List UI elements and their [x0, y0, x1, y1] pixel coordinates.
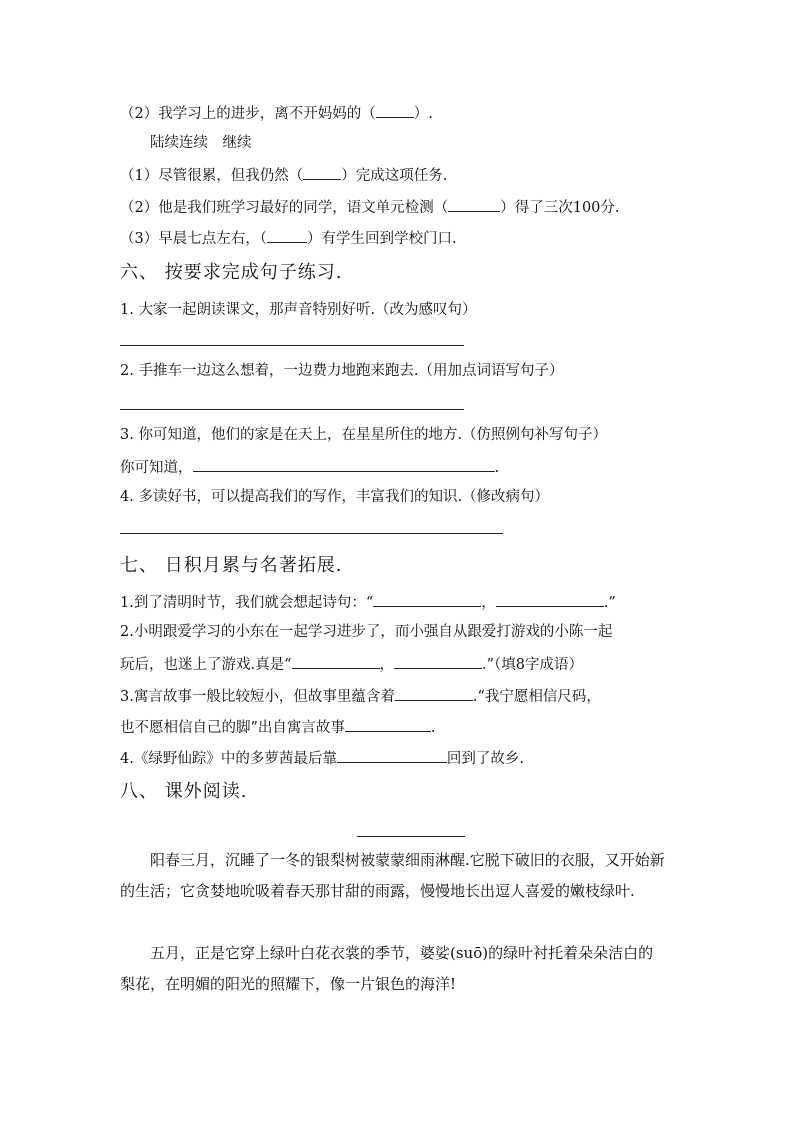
answer-line[interactable] — [120, 533, 503, 534]
answer-blank[interactable] — [267, 227, 307, 243]
answer-blank[interactable] — [345, 716, 431, 732]
reading-paragraph-2: 五月，正是它穿上绿叶白花衣裳的季节，婆娑(suō)的绿叶衬托着朵朵洁白的梨花，在明媚的阳光的照耀下，像一片银色的海洋! — [120, 944, 654, 993]
answer-blank[interactable] — [496, 591, 604, 607]
answer-blank[interactable] — [337, 747, 447, 763]
section-heading-7: 七、 日积月累与名著拓展. — [120, 555, 343, 576]
part7-q4: 4.《绿野仙踪》中的多萝茜最后靠 回到了故乡. — [120, 747, 524, 769]
answer-blank[interactable] — [394, 653, 482, 669]
part5-w1: （1）尽管很累，但我仍然（ ）完成这项任务. — [120, 164, 447, 186]
part7-q2-line1: 2.小明跟爱学习的小东在一起学习进步了，而小强自从跟爱打游戏的小陈一起 — [120, 624, 613, 640]
title-blank[interactable] — [357, 836, 465, 837]
part7-q1: 1.到了清明时节，我们就会想起诗句：“ ， .” — [120, 591, 616, 613]
answer-blank[interactable] — [448, 196, 500, 212]
part6-q3: 3. 你可知道，他们的家是在天上，在星星所住的地方.（仿照例句补写句子） — [120, 427, 608, 443]
part5-q2: （2）我学习上的进步，离不开妈妈的（ ）. — [120, 102, 433, 124]
answer-blank[interactable] — [303, 164, 341, 180]
answer-blank[interactable] — [292, 653, 380, 669]
answer-blank[interactable] — [193, 456, 495, 472]
part7-q3-line2: 也不愿相信自己的脚”出自寓言故事 . — [120, 716, 436, 738]
part6-q3-answer: 你可知道， . — [120, 456, 499, 478]
part6-q2: 2. 手推车一边这么想着，一边费力地跑来跑去.（用加点词语写句子） — [120, 363, 564, 379]
answer-line[interactable] — [120, 345, 464, 346]
answer-line[interactable] — [120, 409, 464, 410]
section-heading-6: 六、 按要求完成句子练习. — [120, 262, 343, 283]
answer-blank[interactable] — [376, 102, 414, 118]
part7-q2-line2: 玩后，也迷上了游戏.真是“ ， .”（填8字成语） — [120, 653, 583, 675]
reading-paragraph-1: 阳春三月，沉睡了一冬的银梨树被蒙蒙细雨淋醒.它脱下破旧的衣服，又开始新的生活；它贪婪地吮吸着春天那甘甜的雨露，慢慢地长出逗人喜爱的嫩枝绿叶. — [120, 851, 665, 900]
part5-w2: （2）他是我们班学习最好的同学，语文单元检测（ ）得了三次100分. — [120, 196, 620, 218]
answer-blank[interactable] — [373, 591, 481, 607]
part7-q3-line1: 3.寓言故事一般比较短小，但故事里蕴含着 .“我宁愿相信尺码， — [120, 685, 601, 707]
answer-blank[interactable] — [395, 685, 473, 701]
part5-w3: （3）早晨七点左右，（ ）有学生回到学校门口. — [120, 227, 457, 249]
part6-q4: 4. 多读好书，可以提高我们的写作，丰富我们的知识.（修改病句） — [120, 489, 550, 505]
word-choices: 陆续连续 继续 — [150, 135, 252, 151]
part6-q1: 1. 大家一起朗读课文，那声音特别好听.（改为感叹句） — [120, 302, 477, 318]
section-heading-8: 八、 课外阅读. — [120, 781, 248, 802]
